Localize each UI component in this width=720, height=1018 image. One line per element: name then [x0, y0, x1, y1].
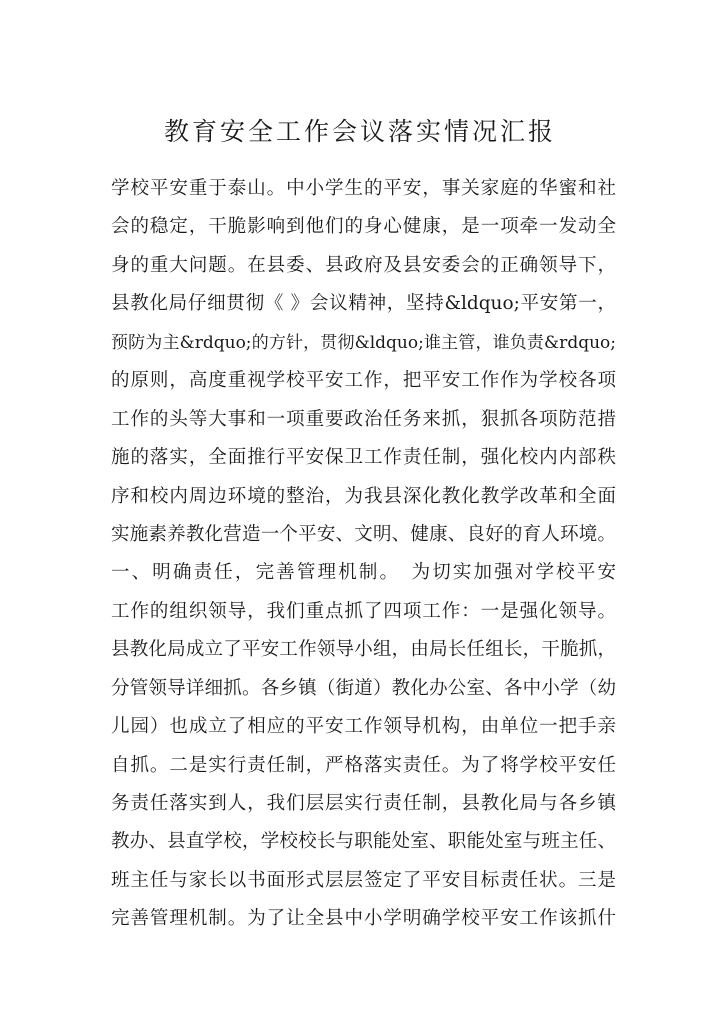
body-text-line: 预防为主&rdquo;的方针，贯彻&ldquo;谁主管，谁负责&rdquo; [111, 332, 616, 353]
body-text-line: 实施素养教化营造一个平安、文明、健康、良好的育人环境。 [111, 523, 616, 545]
body-text-line: 班主任与家长以书面形式层层签定了平安目标责任状。三是 [111, 869, 616, 891]
body-text-line: 工作的头等大事和一项重要政治任务来抓，狠抓各项防范措 [111, 408, 616, 430]
body-text-line: 的原则，高度重视学校平安工作，把平安工作作为学校各项 [111, 370, 616, 392]
body-text-line: 会的稳定，干脆影响到他们的身心健康，是一项牵一发动全 [111, 216, 616, 238]
body-text-line: 教办、县直学校，学校校长与职能处室、职能处室与班主任、 [111, 831, 616, 853]
body-text-line: 县教化局成立了平安工作领导小组，由局长任组长，干脆抓， [111, 639, 616, 661]
body-text-line: 分管领导详细抓。各乡镇（街道）教化办公室、各中小学（幼 [111, 677, 616, 699]
body-text-line: 施的落实，全面推行平安保卫工作责任制，强化校内内部秩 [111, 447, 616, 469]
section-heading-line: 一、明确责任，完善管理机制。 为切实加强对学校平安 [111, 562, 616, 584]
body-text-line: 序和校内周边环境的整治，为我县深化教化教学改革和全面 [111, 485, 616, 507]
body-text-line: 务责任落实到人，我们层层实行责任制，县教化局与各乡镇 [111, 793, 616, 814]
body-text-line: 工作的组织领导，我们重点抓了四项工作：一是强化领导。 [111, 600, 616, 622]
body-text-line: 完善管理机制。为了让全县中小学明确学校平安工作该抓什 [111, 908, 616, 930]
document-title: 教育安全工作会议落实情况汇报 [163, 117, 556, 146]
body-text-line: 县教化局仔细贯彻《 》会议精神，坚持&ldquo;平安第一， [111, 293, 616, 315]
body-text-line: 身的重大问题。在县委、县政府及县安委会的正确领导下， [111, 254, 616, 276]
body-text-line: 学校平安重于泰山。中小学生的平安，事关家庭的华蜜和社 [111, 178, 616, 199]
body-text-line: 自抓。二是实行责任制，严格落实责任。为了将学校平安任 [111, 754, 616, 776]
body-text-line: 儿园）也成立了相应的平安工作领导机构，由单位一把手亲 [111, 716, 616, 738]
document-body [111, 170, 616, 939]
